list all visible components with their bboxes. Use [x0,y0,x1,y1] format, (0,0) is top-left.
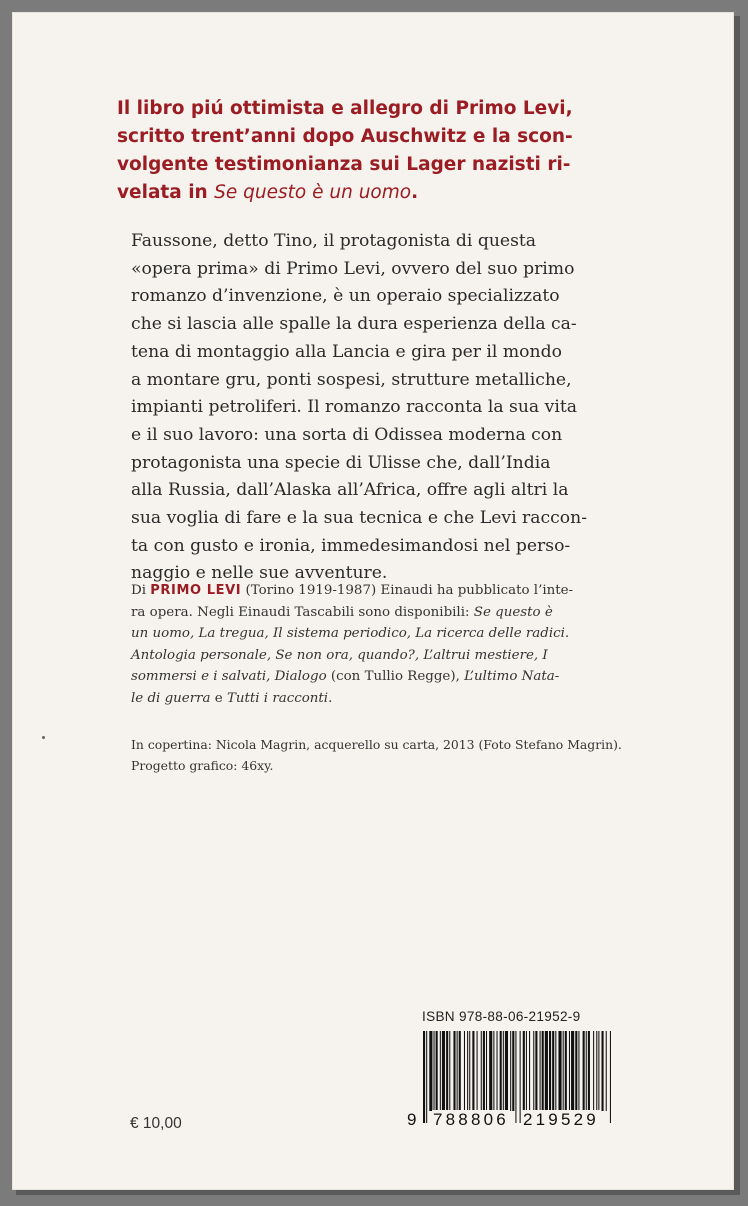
blurb-line: ta con gusto e ironia, immedesimandosi nel perso- [131,535,571,556]
blurb-line: protagonista una specie di Ulisse che, dall’India [131,452,551,473]
isbn-label: ISBN 978-88-06-21952-9 [422,1009,581,1024]
tagline-text: velata in [117,182,215,203]
blurb-line: che si lascia alle spalle la dura esperienza della ca- [131,314,577,335]
barcode-bar [593,1031,594,1111]
barcode-bar [526,1031,527,1111]
barcode-bar [558,1031,561,1111]
bio-book-titles: le di guerra [131,690,211,706]
barcode-bar [493,1031,494,1111]
barcode-bar [542,1031,544,1111]
barcode-bar [446,1031,448,1111]
barcode-bar [442,1031,445,1111]
barcode-bar [481,1031,482,1111]
blurb [131,228,617,588]
author-bio [131,580,621,709]
barcode-bar [586,1031,587,1111]
cover-shadow-right [734,16,740,1194]
barcode-bar [500,1031,502,1111]
blurb-line: Faussone, detto Tino, il protagonista di questa [131,231,537,251]
barcode-digits [406,1110,616,1136]
barcode-bar [569,1031,570,1111]
bio-line [131,645,621,667]
barcode-bar [523,1031,525,1111]
barcode-bar [535,1031,537,1111]
tagline-text: . [411,182,419,203]
price: € 10,00 [130,1115,182,1132]
barcode-bar [497,1031,498,1111]
tagline-line: volgente testimonianza sui Lager nazisti ri- [117,154,571,175]
blurb-line: e il suo lavoro: una sorta di Odissea moderna con [131,424,563,445]
barcode-bar [472,1031,474,1111]
bio-text: ra opera. Negli Einaudi Tascabili sono disponibili: [131,604,474,620]
blurb-line: tena di montaggio alla Lancia e gira per il mondo [131,341,562,362]
barcode-bar [583,1031,585,1111]
barcode-bar [596,1031,597,1111]
bio-text: (con Tullio Regge), [326,669,465,684]
barcode-bar [457,1031,458,1111]
barcode-bar [533,1031,534,1111]
barcode-bar [571,1031,574,1111]
blurb-line: a montare gru, ponti sospesi, strutture metalliche, [131,369,572,390]
bio-line [131,688,621,710]
bio-book-titles: sommersi e i salvati, Dialogo [131,669,327,684]
barcode-bar [602,1031,604,1111]
bio-line [131,602,621,624]
blurb-line: romanzo d’invenzione, è un operaio specializzato [131,286,560,307]
blurb-line: «opera prima» di Primo Levi, ovvero del suo primo [131,258,575,279]
barcode-digit-group-left: 788806 [433,1110,509,1129]
bio-line [131,666,621,688]
tagline-line: scritto trent’anni dopo Auschwitz e la scon- [117,126,573,147]
barcode-bar [477,1031,478,1111]
cover-credit: In copertina: Nicola Magrin, acquerello su carta, 2013 (Foto Stefano Magrin). [131,737,622,752]
barcode-bar [449,1031,450,1111]
barcode-bar [555,1031,556,1111]
barcode-bar [588,1031,590,1111]
bio-book-titles: Tutti i racconti [226,690,329,706]
barcode-bar [512,1031,514,1111]
cover-shadow-bottom [16,1190,740,1195]
blurb-line: impianti petroliferi. Il romanzo racconta la sua vita [131,397,578,418]
bio-text: e [210,690,227,706]
barcode-bar [549,1031,551,1111]
blurb-line: naggio e nelle sue avventure. [131,563,388,584]
barcode-bar [469,1031,470,1111]
bio-book-titles: Antologia personale, Se non ora, quando?, L’altrui mestiere, I [131,647,548,663]
bio-book-titles: Se questo è [473,604,553,620]
barcode-digit-first: 9 [407,1110,417,1129]
barcode-bar [575,1031,577,1111]
author-name: PRIMO LEVI [150,583,242,598]
barcode-bar [467,1031,468,1111]
bio-text: (Torino 1919-1987) Einaudi ha pubblicato l’inte- [241,583,574,598]
barcode-bar [529,1031,530,1111]
barcode-bar [503,1031,504,1111]
bio-line [131,580,621,602]
barcode-bar [510,1031,511,1111]
tagline [117,95,617,207]
design-credit: Progetto grafico: 46xy. [131,758,274,773]
barcode-bar [483,1031,485,1111]
barcode-bar [598,1031,599,1111]
tagline-line: Il libro piú ottimista e allegro di Primo Levi, [117,98,573,119]
barcode-digit-group-right: 219529 [523,1110,599,1129]
tagline-book-title: Se questo è un uomo [214,182,412,203]
blurb-line: alla Russia, dall’Alaska all’Africa, offre agli altri la [131,480,569,501]
bio-text: . [328,690,333,706]
barcode-bar [563,1031,564,1111]
barcode-bar [464,1031,465,1111]
bio-book-titles: L’ultimo Nata- [464,669,560,684]
barcode-bar [545,1031,548,1111]
barcode-bar [453,1031,455,1111]
barcode-bar [578,1031,579,1111]
barcode-bar [486,1031,487,1111]
credits [131,734,631,776]
bio-text: Di [131,583,151,598]
barcode-bar [440,1031,441,1111]
barcode-bar [565,1031,567,1111]
barcode-bar [434,1031,435,1111]
barcode-bar [505,1031,508,1111]
barcode-bar [489,1031,492,1111]
bio-line [131,623,621,645]
barcode-bar [459,1031,461,1111]
barcode-bar [436,1031,438,1111]
barcode-bar [552,1031,554,1111]
tagline-line [117,179,617,207]
blurb-line: sua voglia di fare e la sua tecnica e che Levi raccon- [131,508,587,529]
barcode-bar [606,1031,607,1111]
barcode-bar [429,1031,432,1111]
bio-book-titles: un uomo, La tregua, Il sistema periodico, La ricerca delle radici. [131,626,570,641]
barcode-bar [540,1031,541,1111]
print-speck [42,736,45,739]
